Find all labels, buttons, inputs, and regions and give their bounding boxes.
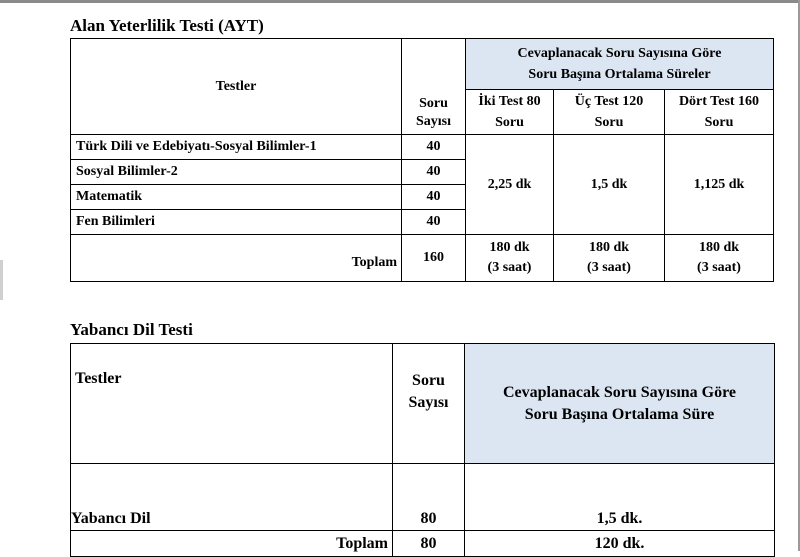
test-name: Yabancı Dil [71, 464, 393, 531]
question-count: 40 [402, 135, 466, 160]
yabanci-dil-section-title: Yabancı Dil Testi [70, 320, 193, 339]
total-time-dort-test: 180 dk (3 saat) [665, 235, 774, 282]
ayt-table [70, 38, 774, 282]
table-row [71, 135, 774, 160]
test-name: Fen Bilimleri [71, 210, 402, 235]
total-time-iki-test: 180 dk (3 saat) [466, 235, 554, 282]
test-name: Türk Dili ve Edebiyatı-Sosyal Bilimler-1 [71, 135, 402, 160]
testler-header: Testler [71, 39, 402, 135]
testler-header: Testler [71, 344, 393, 464]
avg-time-dort-test: 1,125 dk [665, 135, 774, 235]
total-row [71, 531, 775, 557]
avg-time-iki-test: 2,25 dk [466, 135, 554, 235]
total-time: 120 dk. [465, 531, 775, 557]
yabanci-dil-table [70, 343, 775, 557]
question-count: 40 [402, 160, 466, 185]
total-row [71, 235, 774, 282]
avg-time-uc-test: 1,5 dk [554, 135, 665, 235]
question-count: 40 [402, 210, 466, 235]
total-label: Toplam [71, 235, 402, 282]
iki-test-header: İki Test 80 Soru [466, 90, 554, 135]
total-label: Toplam [71, 531, 393, 557]
table-row [71, 464, 775, 531]
soru-sayisi-header: Soru Sayısı [402, 39, 466, 135]
top-border-line [0, 0, 800, 3]
average-times-group-header: Cevaplanacak Soru Sayısına Göre Soru Başına Ortalama Süreler [466, 39, 774, 90]
total-time-uc-test: 180 dk (3 saat) [554, 235, 665, 282]
dort-test-header: Dört Test 160 Soru [665, 90, 774, 135]
total-count: 80 [393, 531, 465, 557]
total-count: 160 [402, 235, 466, 282]
avg-time: 1,5 dk. [465, 464, 775, 531]
test-name: Sosyal Bilimler-2 [71, 160, 402, 185]
question-count: 40 [402, 185, 466, 210]
left-edge-shade [0, 260, 3, 300]
uc-test-header: Üç Test 120 Soru [554, 90, 665, 135]
ayt-section-title: Alan Yeterlilik Testi (AYT) [70, 16, 264, 35]
test-name: Matematik [71, 185, 402, 210]
average-time-header: Cevaplanacak Soru Sayısına Göre Soru Başına Ortalama Süre [465, 344, 775, 464]
soru-sayisi-header: Soru Sayısı [393, 344, 465, 464]
question-count: 80 [393, 464, 465, 531]
